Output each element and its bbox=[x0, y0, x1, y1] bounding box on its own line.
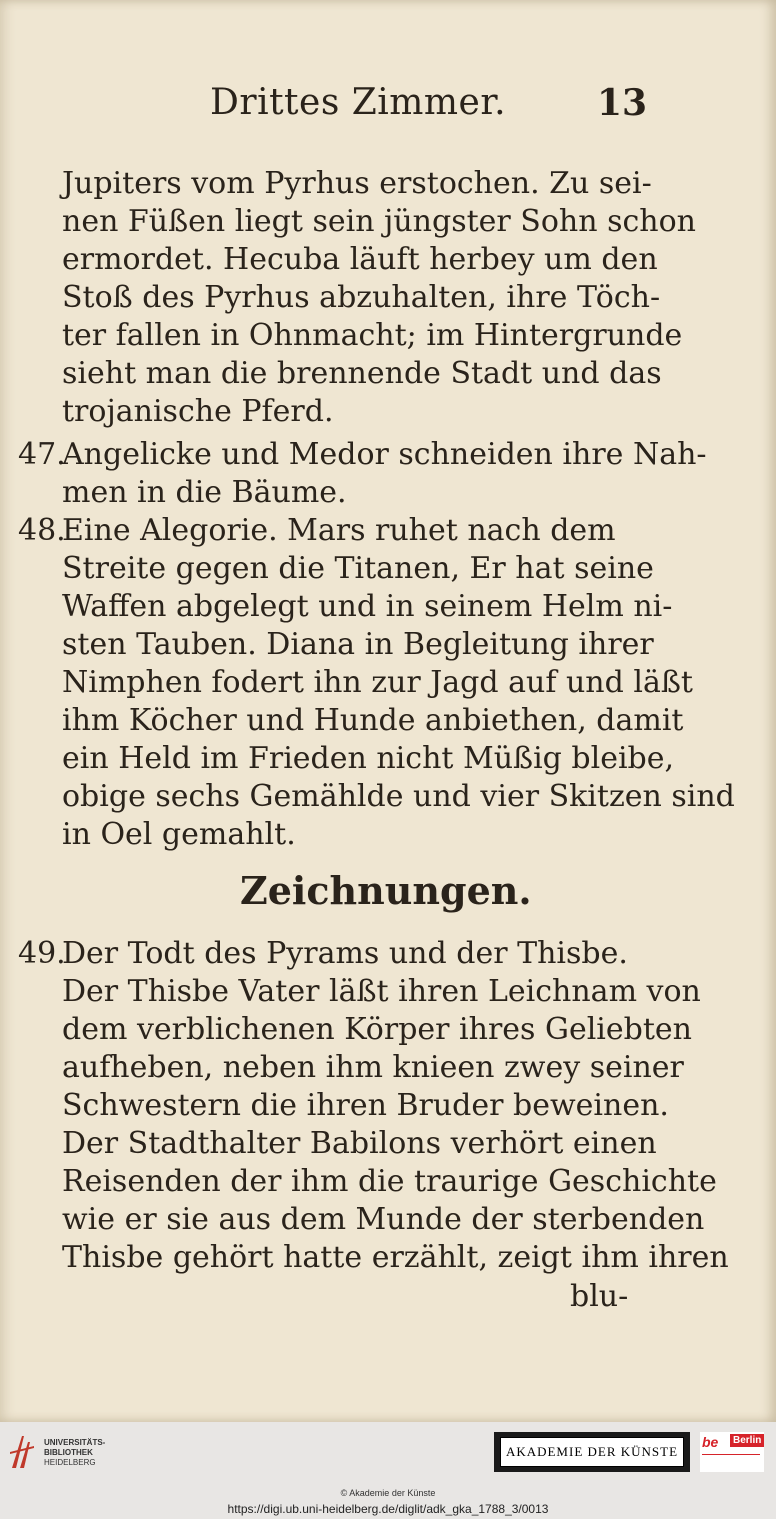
text-line: Jupiters vom Pyrhus erstochen. Zu sei- bbox=[62, 166, 652, 201]
copyright-notice: © Akademie der Künste bbox=[340, 1488, 436, 1498]
text-line: Waffen abgelegt und in seinem Helm ni- bbox=[62, 589, 673, 624]
text-line: Eine Alegorie. Mars ruhet nach dem bbox=[62, 513, 616, 548]
text-line: ermordet. Hecuba läuft herbey um den bbox=[62, 242, 658, 277]
text-line: nen Füßen liegt sein jüngster Sohn schon bbox=[62, 204, 696, 239]
text-line: Stoß des Pyrhus abzuhalten, ihre Töch- bbox=[62, 280, 661, 315]
running-header: Drittes Zimmer. bbox=[210, 82, 507, 123]
berlin-underline bbox=[702, 1454, 760, 1455]
text-line: Nimphen fodert ihn zur Jagd auf und läßt bbox=[62, 665, 693, 700]
text-line: Der Stadthalter Babilons verhört einen bbox=[62, 1126, 657, 1161]
text-line: ein Held im Frieden nicht Müßig bleibe, bbox=[62, 741, 675, 776]
text-line: Angelicke und Medor schneiden ihre Nah- bbox=[62, 437, 707, 472]
text-line: Reisenden der ihm die traurige Geschichte bbox=[62, 1164, 717, 1199]
university-library-logo-icon[interactable] bbox=[8, 1432, 38, 1472]
ub-line: BIBLIOTHEK bbox=[44, 1448, 93, 1457]
adk-logo[interactable]: AKADEMIE DER KÜNSTE bbox=[500, 1437, 684, 1467]
text-line: Der Thisbe Vater läßt ihren Leichnam von bbox=[62, 974, 701, 1009]
catchword: blu- bbox=[570, 1279, 629, 1314]
text-line: ihm Köcher und Hunde anbiethen, damit bbox=[62, 703, 684, 738]
text-line: Schwestern die ihren Bruder beweinen. bbox=[62, 1088, 669, 1123]
text-line: Thisbe gehört hatte erzählt, zeigt ihm ihren bbox=[62, 1240, 729, 1275]
section-heading: Zeichnungen. bbox=[240, 868, 532, 913]
text-line: aufheben, neben ihm knieen zwey seiner bbox=[62, 1050, 684, 1085]
berlin-label: Berlin bbox=[730, 1434, 764, 1447]
ub-line: UNIVERSITÄTS- bbox=[44, 1438, 106, 1447]
text-line: sten Tauben. Diana in Begleitung ihrer bbox=[62, 627, 654, 662]
entry-number: 49. bbox=[18, 936, 66, 971]
text-line: trojanische Pferd. bbox=[62, 394, 334, 429]
ub-line: HEIDELBERG bbox=[44, 1458, 96, 1467]
page-number: 13 bbox=[597, 82, 648, 124]
text-line: Streite gegen die Titanen, Er hat seine bbox=[62, 551, 654, 586]
text-line: men in die Bäume. bbox=[62, 475, 347, 510]
text-line: sieht man die brennende Stadt und das bbox=[62, 356, 662, 391]
berlin-logo[interactable] bbox=[700, 1432, 764, 1472]
text-line: obige sechs Gemählde und vier Skitzen sind bbox=[62, 779, 735, 814]
text-line: dem verblichenen Körper ihres Geliebten bbox=[62, 1012, 692, 1047]
berlin-prefix: be bbox=[702, 1434, 719, 1450]
text-line: in Oel gemahlt. bbox=[62, 817, 296, 852]
university-library-name[interactable] bbox=[44, 1438, 105, 1468]
text-line: wie er sie aus dem Munde der sterbenden bbox=[62, 1202, 705, 1237]
page-url[interactable]: https://digi.ub.uni-heidelberg.de/diglit/adk_gka_1788_3/0013 bbox=[227, 1502, 549, 1516]
text-line: ter fallen in Ohnmacht; im Hintergrunde bbox=[62, 318, 683, 353]
entry-number: 48. bbox=[18, 513, 66, 548]
entry-number: 47. bbox=[18, 437, 66, 472]
text-line: Der Todt des Pyrams und der Thisbe. bbox=[62, 936, 628, 971]
